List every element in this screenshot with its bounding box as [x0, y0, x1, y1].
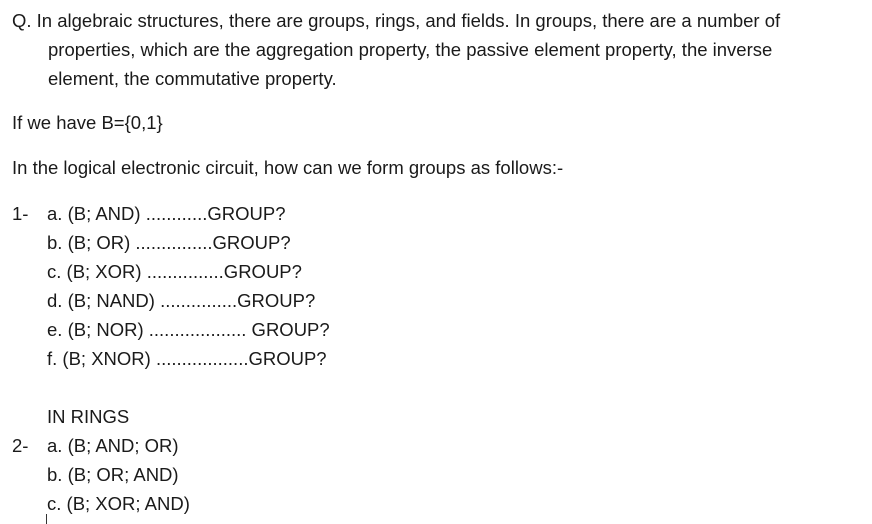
- ring-item: a. (B; AND; OR): [47, 435, 179, 456]
- ring-item: c. (B; XOR; AND): [47, 493, 190, 514]
- rings-heading: IN RINGS: [47, 406, 130, 427]
- groups-number: 1-: [12, 203, 29, 224]
- question-line-1: Q. In algebraic structures, there are groups, rings, and fields. In groups, there are a number of: [12, 10, 781, 31]
- group-item: d. (B; NAND) ...............GROUP?: [47, 290, 316, 311]
- prompt-text: In the logical electronic circuit, how can we form groups as follows:-: [12, 157, 564, 178]
- group-item: f. (B; XNOR) ..................GROUP?: [47, 348, 327, 369]
- ring-item: b. (B; OR; AND): [47, 464, 179, 485]
- question-line-2: properties, which are the aggregation property, the passive element property, the inverse: [48, 39, 773, 60]
- question-paragraph: [12, 6, 862, 93]
- rings-number: 2-: [12, 435, 29, 456]
- group-item: e. (B; NOR) ................... GROUP?: [47, 319, 330, 340]
- group-item: b. (B; OR) ...............GROUP?: [47, 232, 291, 253]
- question-line-3: element, the commutative property.: [48, 68, 337, 89]
- group-item: a. (B; AND) ............GROUP?: [47, 203, 286, 224]
- set-definition: If we have B={0,1}: [12, 112, 163, 133]
- text-cursor: [46, 514, 47, 524]
- group-item: c. (B; XOR) ...............GROUP?: [47, 261, 302, 282]
